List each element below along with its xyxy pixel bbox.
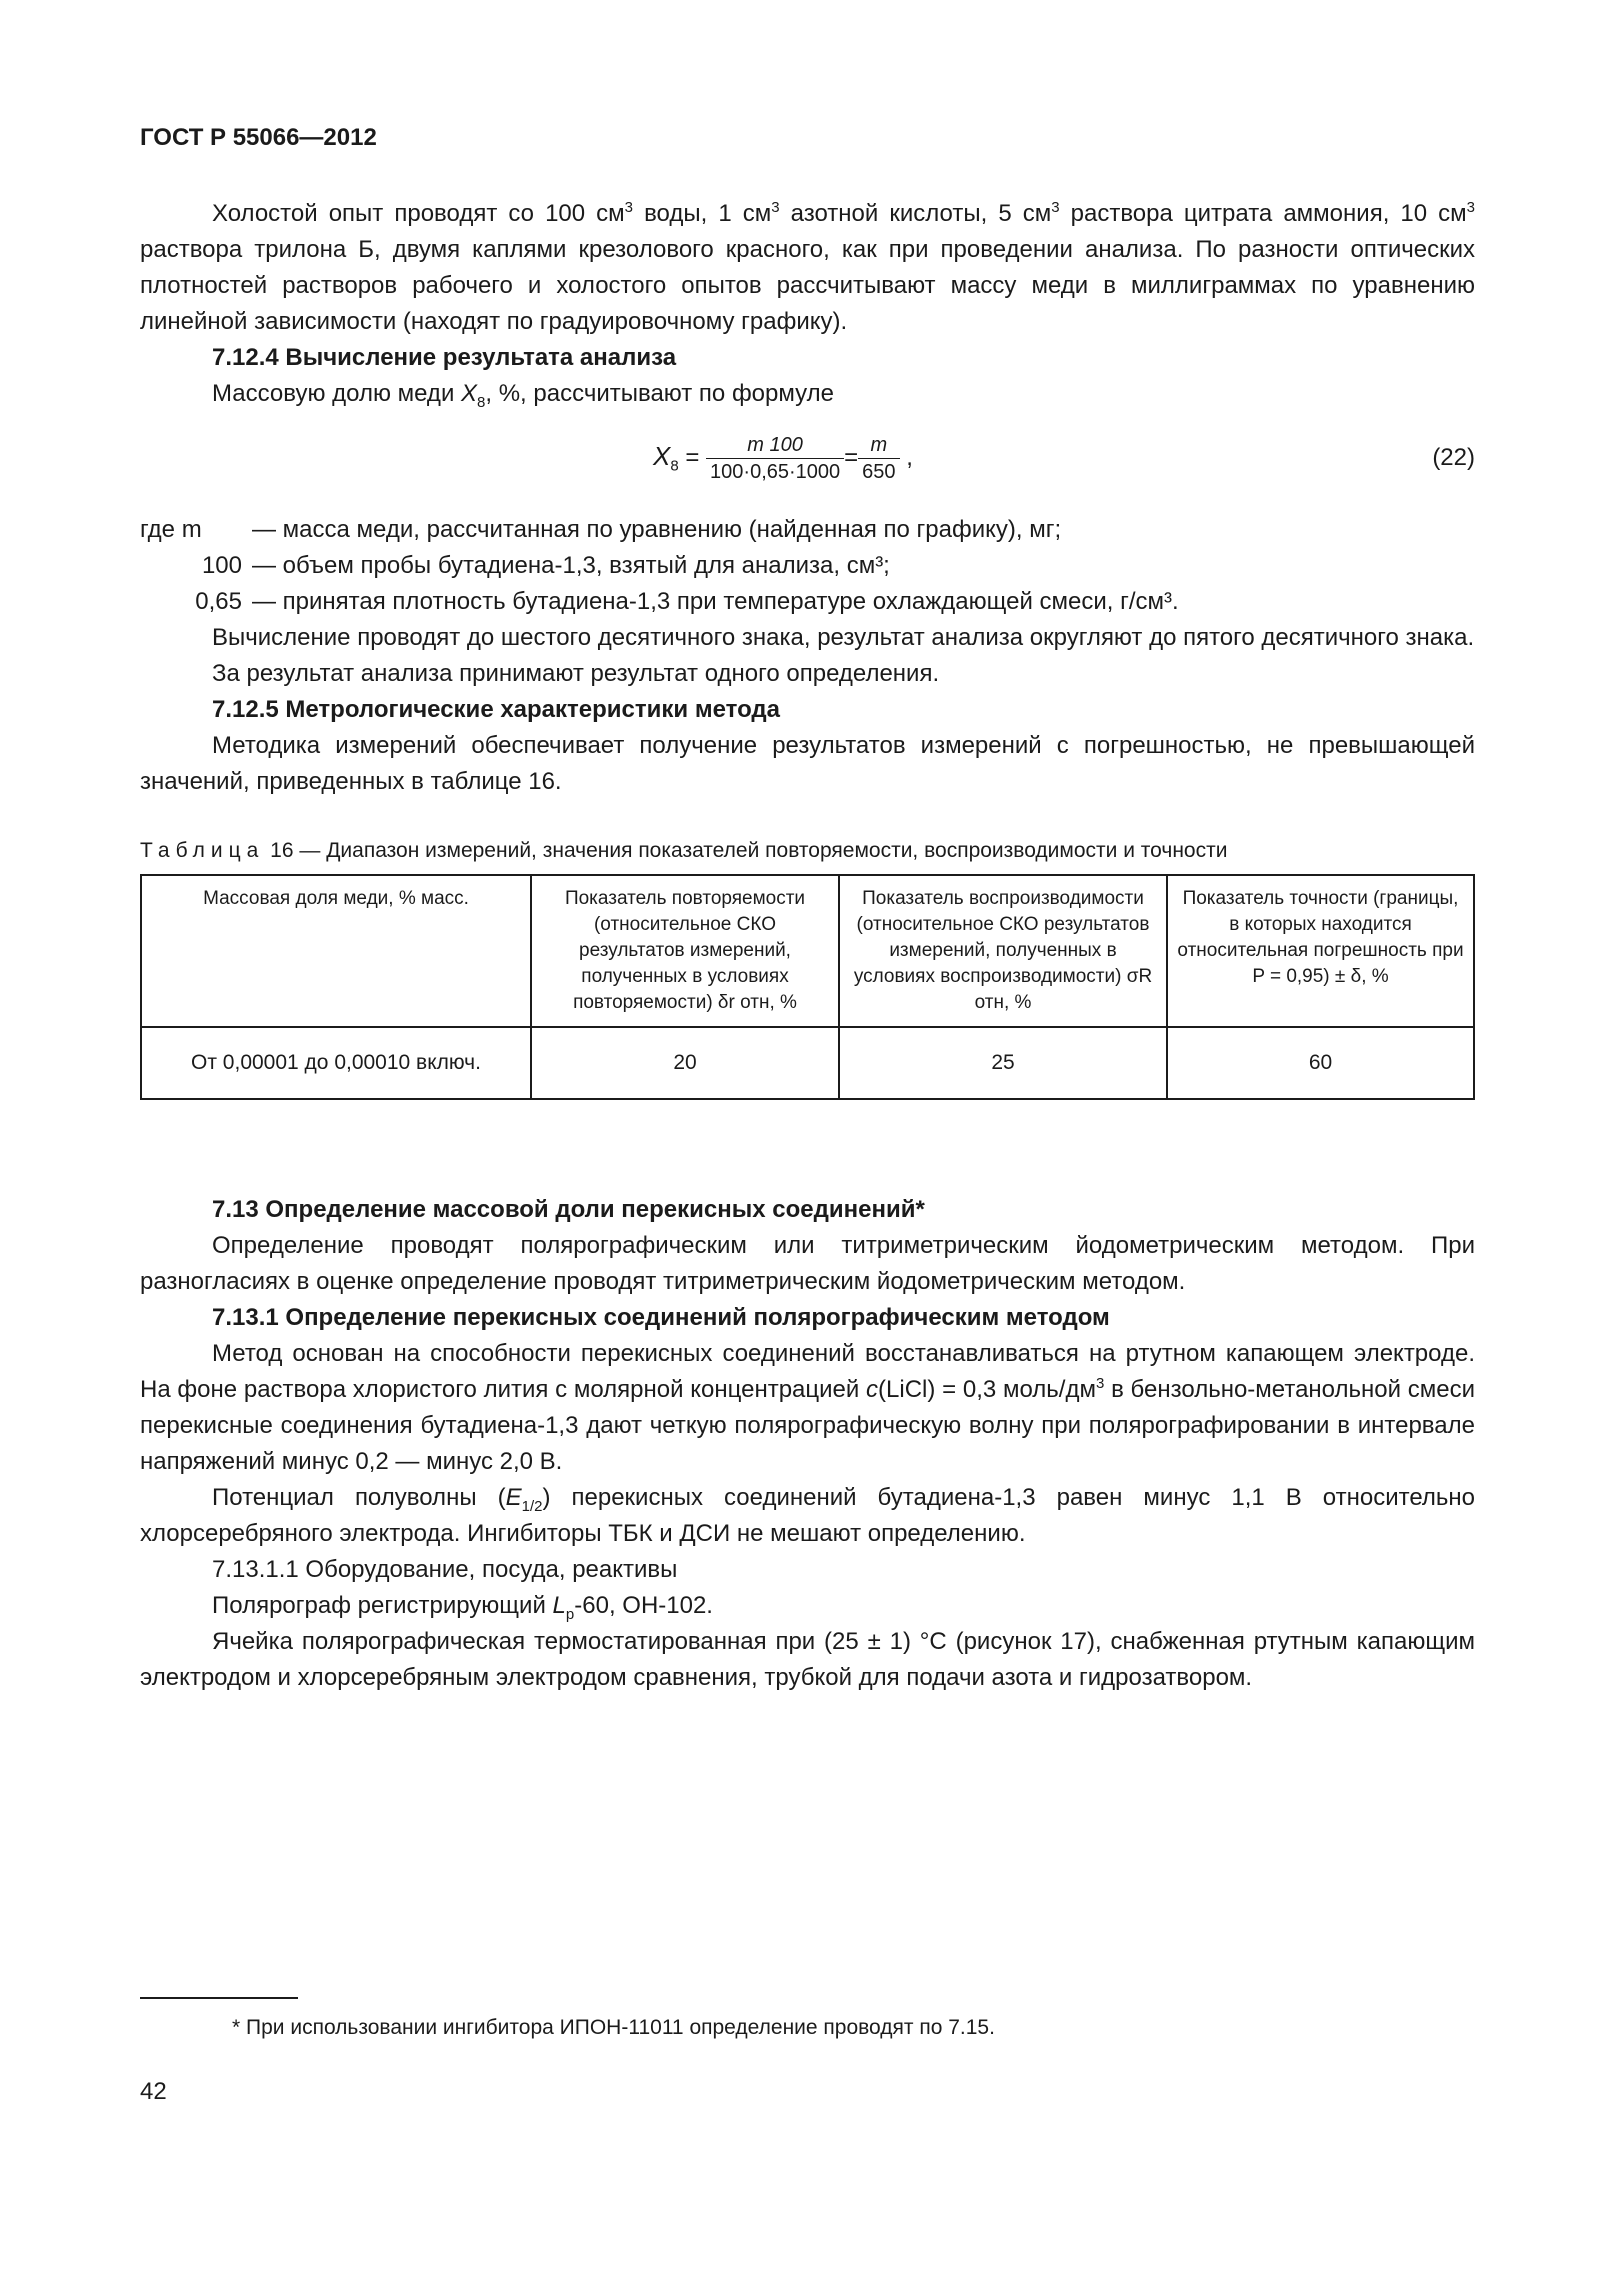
calc-paragraph-1: Вычисление проводят до шестого десятичного знака, результат анализа округляют до пятого десятичного знака. <box>212 624 1475 651</box>
sup-3: 3 <box>1466 199 1476 216</box>
heading-7-13-1-1: 7.13.1.1 Оборудование, посуда, реактивы <box>212 1556 678 1583</box>
formula-comma: , <box>906 443 913 471</box>
formula-lhs: X <box>653 440 671 471</box>
sub-8: 8 <box>477 393 486 411</box>
paragraph-mass-fraction <box>140 376 1475 412</box>
paragraph-polarograph <box>140 1588 1475 1624</box>
var-l: L <box>552 1592 566 1619</box>
where-symbol: где m <box>140 516 202 543</box>
sup-3: 3 <box>1095 1375 1105 1392</box>
table-caption-label: Таблица <box>140 839 265 862</box>
where-item <box>140 584 1475 620</box>
footnote: * При использовании ингибитора ИПОН-11011 определение проводят по 7.15. <box>232 2016 995 2039</box>
polarograph-text-a: Полярограф регистрирующий <box>212 1592 553 1619</box>
sup-3: 3 <box>771 199 780 216</box>
mass-fraction-text-b: , %, рассчитывают по формуле <box>485 380 834 407</box>
where-symbol: 0,65 <box>195 588 242 615</box>
where-definition: — объем пробы бутадиена-1,3, взятый для анализа, см³; <box>252 552 890 579</box>
where-definition: — принятая плотность бутадиена-1,3 при температуре охлаждающей смеси, г/см³. <box>252 588 1179 615</box>
var-e: E <box>505 1484 522 1511</box>
table-cell: 25 <box>839 1027 1167 1099</box>
document-header: ГОСТ Р 55066—2012 <box>140 124 377 151</box>
sub-half: 1/2 <box>521 1497 543 1515</box>
fraction-1-denominator: 100·0,65·1000 <box>710 461 841 483</box>
mass-fraction-text-a: Массовую долю меди <box>212 380 462 407</box>
method-text-a: Метод основан на способности перекисных соединений восстанавливаться на ртутном капающем электроде. На фоне раствора хлористого лития с молярной концентрацией <box>140 1340 1475 1403</box>
sub-p: р <box>565 1605 575 1623</box>
equation-number: (22) <box>1432 444 1475 471</box>
fraction-1-numerator: m 100 <box>706 432 844 459</box>
paragraph-cell: Ячейка полярографическая термостатированная при (25 ± 1) °С (рисунок 17), снабженная ртутным капающим электродом и хлорсеребряным электродом сравнения, трубкой для подачи азота и гидрозатвором. <box>140 1628 1475 1691</box>
fraction-1 <box>706 432 844 485</box>
where-item <box>140 548 1475 584</box>
table-header-cell: Показатель точности (границы, в которых находится относительная погрешность при P = 0,95) ± δ, % <box>1167 875 1474 1027</box>
fraction-2-denominator: 650 <box>862 461 896 483</box>
formula-22 <box>140 412 1475 512</box>
sup-3: 3 <box>624 199 634 216</box>
where-symbol: 100 <box>201 552 242 579</box>
formula-equals-2: = <box>844 443 859 471</box>
where-definition: — масса меди, рассчитанная по уравнению (найденная по графику), мг; <box>252 516 1062 543</box>
calc-paragraph-2: За результат анализа принимают результат одного определения. <box>212 660 940 687</box>
table-cell: 60 <box>1167 1027 1474 1099</box>
paragraph-half-wave <box>140 1480 1475 1552</box>
paragraph-metrology: Методика измерений обеспечивает получение результатов измерений с погрешностью, не превышающей значений, приведенных в таблице 16. <box>140 732 1475 795</box>
fraction-2-numerator: m <box>858 432 899 459</box>
table-header-row <box>141 875 1474 1027</box>
table-header-cell: Массовая доля меди, % масс. <box>141 875 531 1027</box>
paragraph-7-13: Определение проводят полярографическим или титриметрическим йодометрическим методом. При разногласиях в оценке определение проводят титриметрическим йодометрическим методом. <box>140 1232 1475 1295</box>
sup-3: 3 <box>1051 199 1060 216</box>
method-text-d: в бензольно-метанольной смеси перекисные соединения бутадиена-1,3 дают четкую полярографическую волну при полярографировании в интервале напряжений минус 0,2 — минус 2,0 В. <box>140 1376 1475 1475</box>
half-wave-text-b: ) перекисных соединений бутадиена-1,3 равен минус 1,1 В относительно хлорсеребряного электрода. Ингибиторы ТБК и ДСИ не мешают определению. <box>140 1484 1476 1547</box>
heading-7-12-4: 7.12.4 Вычисление результата анализа <box>212 344 677 371</box>
table-cell: От 0,00001 до 0,00010 включ. <box>141 1027 531 1099</box>
method-text-b: (LiCl) = 0,3 моль/дм <box>878 1376 1096 1403</box>
var-x: X <box>461 380 478 407</box>
intro-text-2: воды, 1 см <box>633 200 772 227</box>
table-16-caption <box>140 836 1475 866</box>
intro-text-1: Холостой опыт проводят со 100 см <box>212 200 625 227</box>
table-cell: 20 <box>531 1027 839 1099</box>
page-number: 42 <box>140 2078 167 2105</box>
intro-paragraph <box>140 196 1475 340</box>
footnote-separator <box>140 1997 298 1999</box>
table-header-cell: Показатель повторяемости (относительное СКО результатов измерений, полученных в условиях повторяемости) δr отн, % <box>531 875 839 1027</box>
page-body <box>140 196 1475 1696</box>
intro-text-5: раствора трилона Б, двумя каплями крезолового красного, как при проведении анализа. По разности оптических плотностей растворов рабочего и холостого опытов рассчитывают массу меди в миллиграммах по уравнению линейной зависимости (находят по градуировочному графику). <box>140 236 1475 335</box>
paragraph-method-basis <box>140 1336 1475 1480</box>
fraction-2 <box>858 432 899 485</box>
where-item <box>140 512 1475 548</box>
table-row <box>141 1027 1474 1099</box>
intro-text-3: азотной кислоты, 5 см <box>779 200 1052 227</box>
heading-7-13-1: 7.13.1 Определение перекисных соединений полярографическим методом <box>212 1304 1110 1331</box>
var-c: c <box>866 1376 879 1403</box>
table-header-cell: Показатель воспроизводимости (относительное СКО результатов измерений, полученных в условиях воспроизводимости) σR отн, % <box>839 875 1167 1027</box>
formula-equals: = <box>685 443 700 471</box>
table-caption-text: 16 — Диапазон измерений, значения показателей повторяемости, воспроизводимости и точности <box>264 839 1228 862</box>
table-16 <box>140 874 1475 1100</box>
heading-7-12-5: 7.12.5 Метрологические характеристики метода <box>212 696 780 723</box>
heading-7-13: 7.13 Определение массовой доли перекисных соединений* <box>212 1196 925 1223</box>
formula-lhs-sub: 8 <box>670 457 679 475</box>
half-wave-text-a: Потенциал полуволны ( <box>212 1484 506 1511</box>
where-list <box>140 512 1475 620</box>
formula-expression <box>653 432 913 485</box>
intro-text-4: раствора цитрата аммония, 10 см <box>1059 200 1467 227</box>
polarograph-text-b: -60, ОН-102. <box>574 1592 713 1619</box>
